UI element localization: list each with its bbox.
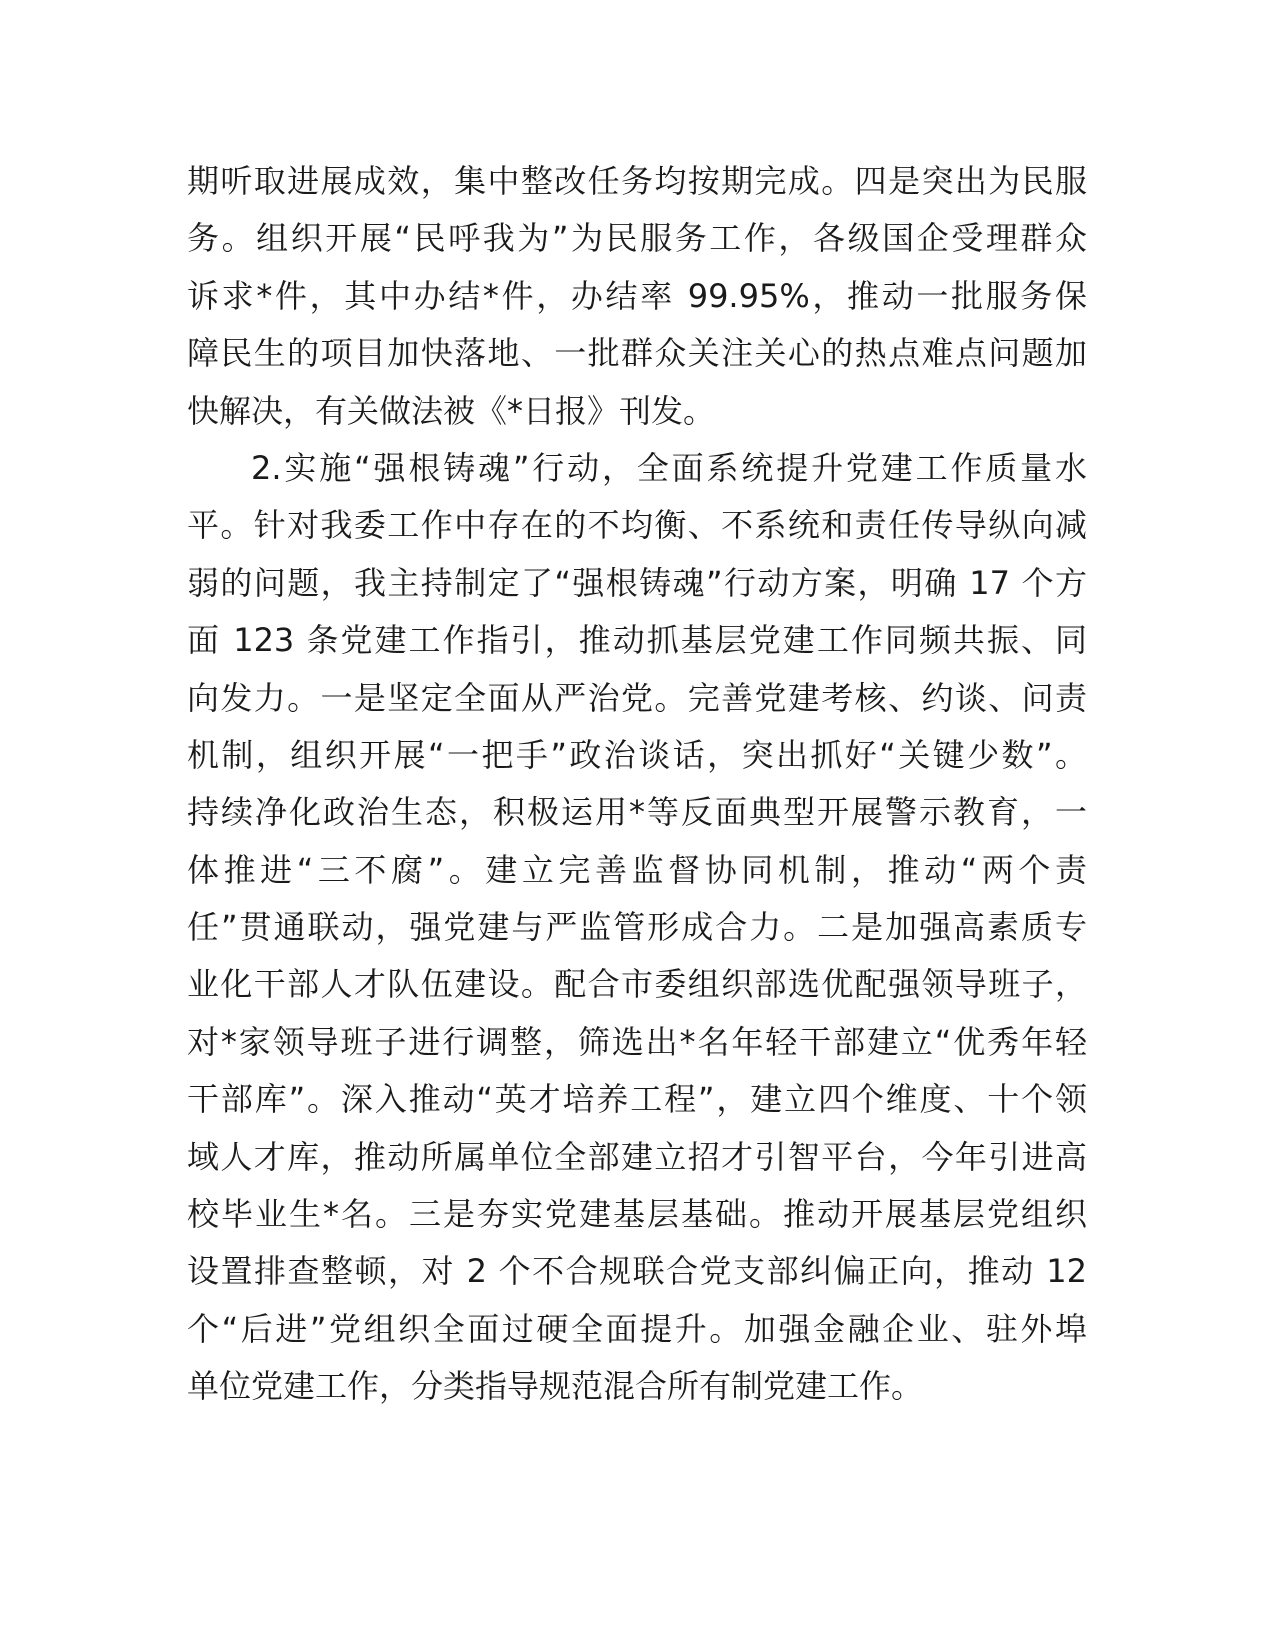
text-line: 单位党建工作，分类指导规范混合所有制党建工作。 — [187, 1367, 924, 1406]
text-line: 体推进“三不腐”。建立完善监督协同机制，推动“两个责 — [187, 850, 1087, 889]
text-line: 机制，组织开展“一把手”政治谈话，突出抓好“关键少数”。 — [187, 735, 1087, 774]
text-line: 持续净化政治生态，积极运用*等反面典型开展警示教育，一 — [187, 793, 1087, 832]
text-line: 对*家领导班子进行调整，筛选出*名年轻干部建立“优秀年轻 — [187, 1022, 1087, 1061]
text-line: 快解决，有关做法被《*日报》刊发。 — [187, 391, 716, 430]
text-line: 任”贯通联动，强党建与严监管形成合力。二是加强高素质专 — [187, 908, 1087, 947]
paragraph-2 — [187, 440, 1087, 1416]
text-line: 面 123 条党建工作指引，推动抓基层党建工作同频共振、同 — [187, 621, 1087, 660]
text-line: 平。针对我委工作中存在的不均衡、不系统和责任传导纵向减 — [187, 506, 1087, 545]
text-line: 设置排查整顿，对 2 个不合规联合党支部纠偏正向，推动 12 — [187, 1252, 1087, 1291]
text-line: 业化干部人才队伍建设。配合市委组织部选优配强领导班子， — [187, 965, 1087, 1004]
text-line: 弱的问题，我主持制定了“强根铸魂”行动方案，明确 17 个方 — [187, 563, 1087, 602]
text-line: 向发力。一是坚定全面从严治党。完善党建考核、约谈、问责 — [187, 678, 1087, 717]
text-line: 期听取进展成效，集中整改任务均按期完成。四是突出为民服 — [187, 162, 1087, 200]
paragraph-1 — [187, 153, 1087, 440]
text-line: 2.实施“强根铸魂”行动，全面系统提升党建工作质量水 — [251, 448, 1087, 487]
text-line: 干部库”。深入推动“英才培养工程”，建立四个维度、十个领 — [187, 1080, 1087, 1119]
text-line: 校毕业生*名。三是夯实党建基层基础。推动开展基层党组织 — [187, 1195, 1087, 1234]
body-text — [187, 153, 1087, 1416]
text-line: 障民生的项目加快落地、一批群众关注关心的热点难点问题加 — [187, 334, 1087, 373]
text-line: 诉求*件，其中办结*件，办结率 99.95%，推动一批服务保 — [187, 276, 1087, 315]
text-line: 域人才库，推动所属单位全部建立招才引智平台，今年引进高 — [187, 1137, 1087, 1176]
text-line: 个“后进”党组织全面过硬全面提升。加强金融企业、驻外埠 — [187, 1309, 1087, 1348]
text-line: 务。组织开展“民呼我为”为民服务工作，各级国企受理群众 — [187, 219, 1087, 258]
